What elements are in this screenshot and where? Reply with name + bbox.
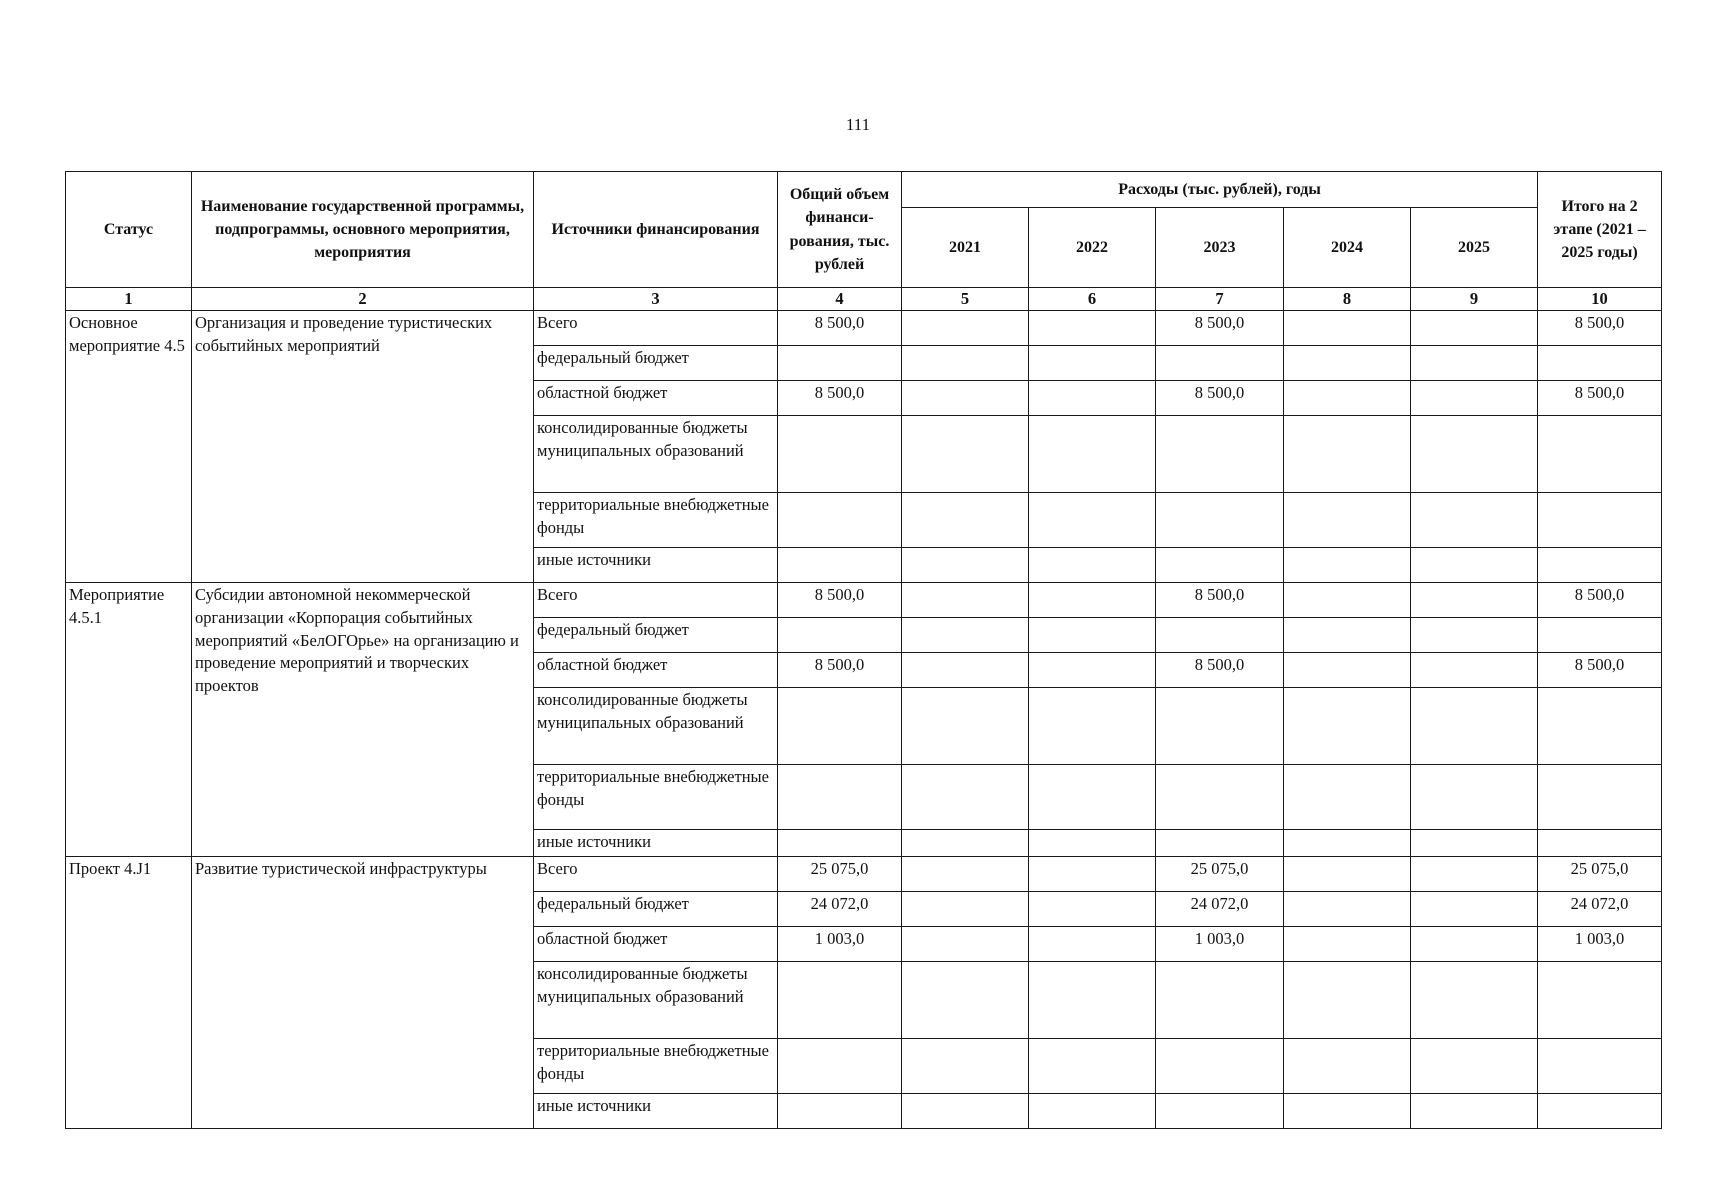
source-cell: консолидированные бюджеты муниципальных образований	[534, 416, 778, 493]
header-expenses: Расходы (тыс. рублей), годы	[902, 172, 1538, 208]
year-cell	[1284, 548, 1411, 583]
year-cell	[902, 311, 1029, 346]
stage-total-cell	[1538, 346, 1662, 381]
total-cell: 24 072,0	[778, 892, 902, 927]
year-cell	[902, 892, 1029, 927]
year-cell	[1411, 688, 1538, 765]
year-cell	[1156, 1094, 1284, 1129]
year-cell	[1411, 830, 1538, 857]
source-cell: иные источники	[534, 830, 778, 857]
stage-total-cell	[1538, 765, 1662, 830]
column-number: 1	[66, 288, 192, 311]
year-cell	[1029, 311, 1156, 346]
year-cell	[1156, 493, 1284, 548]
total-cell	[778, 1094, 902, 1129]
source-cell: федеральный бюджет	[534, 892, 778, 927]
year-cell	[1029, 962, 1156, 1039]
source-cell: иные источники	[534, 548, 778, 583]
year-cell	[1029, 927, 1156, 962]
stage-total-cell: 8 500,0	[1538, 311, 1662, 346]
year-cell	[902, 416, 1029, 493]
year-cell	[1284, 857, 1411, 892]
year-cell	[1156, 765, 1284, 830]
total-cell	[778, 416, 902, 493]
year-cell	[902, 618, 1029, 653]
stage-total-cell	[1538, 416, 1662, 493]
source-cell: иные источники	[534, 1094, 778, 1129]
total-cell: 8 500,0	[778, 583, 902, 618]
year-cell	[1411, 892, 1538, 927]
column-number: 2	[192, 288, 534, 311]
year-cell	[1029, 416, 1156, 493]
total-cell: 25 075,0	[778, 857, 902, 892]
column-number: 3	[534, 288, 778, 311]
year-cell	[1156, 830, 1284, 857]
total-cell: 8 500,0	[778, 381, 902, 416]
source-cell: Всего	[534, 311, 778, 346]
year-cell	[1156, 346, 1284, 381]
year-cell	[1029, 892, 1156, 927]
year-cell	[1284, 416, 1411, 493]
stage-total-cell: 24 072,0	[1538, 892, 1662, 927]
year-cell	[902, 493, 1029, 548]
year-cell	[1411, 962, 1538, 1039]
year-cell	[1284, 1039, 1411, 1094]
year-cell	[1411, 381, 1538, 416]
year-cell	[1029, 618, 1156, 653]
header-sources: Источники финансирования	[534, 172, 778, 288]
year-cell	[902, 765, 1029, 830]
year-cell	[1411, 857, 1538, 892]
year-cell	[1284, 583, 1411, 618]
source-cell: Всего	[534, 857, 778, 892]
year-cell	[1284, 346, 1411, 381]
total-cell: 8 500,0	[778, 653, 902, 688]
header-name: Наименование государственной программы, подпрограммы, основного мероприятия, мероприятия	[192, 172, 534, 288]
header-stage-total: Итого на 2 этапе (2021 – 2025 годы)	[1538, 172, 1662, 288]
year-cell	[1029, 1094, 1156, 1129]
total-cell	[778, 830, 902, 857]
table-row	[66, 857, 1662, 892]
column-number: 4	[778, 288, 902, 311]
year-cell	[902, 583, 1029, 618]
stage-total-cell: 25 075,0	[1538, 857, 1662, 892]
year-cell: 8 500,0	[1156, 381, 1284, 416]
total-cell	[778, 493, 902, 548]
year-cell	[1411, 765, 1538, 830]
year-cell	[1029, 1039, 1156, 1094]
year-cell	[1411, 311, 1538, 346]
header-status: Статус	[66, 172, 192, 288]
column-number: 10	[1538, 288, 1662, 311]
source-cell: консолидированные бюджеты муниципальных образований	[534, 688, 778, 765]
stage-total-cell	[1538, 688, 1662, 765]
status-cell: Основное мероприятие 4.5	[66, 311, 192, 583]
source-cell: федеральный бюджет	[534, 618, 778, 653]
total-cell: 1 003,0	[778, 927, 902, 962]
name-cell: Субсидии автономной некоммерческой организации «Корпорация событийных мероприятий «БелОГОрье» на организацию и проведение мероприятий и творческих проектов	[192, 583, 534, 857]
year-cell	[1411, 493, 1538, 548]
page-number: 111	[845, 115, 871, 134]
year-cell: 1 003,0	[1156, 927, 1284, 962]
total-cell	[778, 618, 902, 653]
table-header	[66, 172, 1662, 311]
header-year: 2025	[1411, 208, 1538, 288]
header-year: 2024	[1284, 208, 1411, 288]
year-cell	[1411, 618, 1538, 653]
year-cell	[1029, 653, 1156, 688]
table-row	[66, 583, 1662, 618]
source-cell: областной бюджет	[534, 381, 778, 416]
year-cell: 8 500,0	[1156, 653, 1284, 688]
year-cell	[902, 548, 1029, 583]
year-cell	[1156, 962, 1284, 1039]
total-cell	[778, 548, 902, 583]
year-cell	[1411, 416, 1538, 493]
budget-table	[65, 171, 1662, 1129]
source-cell: территориальные внебюджетные фонды	[534, 1039, 778, 1094]
total-cell	[778, 962, 902, 1039]
year-cell	[1029, 688, 1156, 765]
year-cell	[1284, 618, 1411, 653]
stage-total-cell	[1538, 548, 1662, 583]
year-cell	[1029, 583, 1156, 618]
year-cell	[1284, 653, 1411, 688]
column-number: 9	[1411, 288, 1538, 311]
total-cell	[778, 765, 902, 830]
year-cell	[902, 1094, 1029, 1129]
year-cell: 8 500,0	[1156, 311, 1284, 346]
year-cell	[1284, 688, 1411, 765]
source-cell: федеральный бюджет	[534, 346, 778, 381]
year-cell	[902, 962, 1029, 1039]
year-cell	[1029, 346, 1156, 381]
stage-total-cell	[1538, 1039, 1662, 1094]
status-cell: Проект 4.J1	[66, 857, 192, 1129]
year-cell	[1029, 830, 1156, 857]
year-cell	[1156, 1039, 1284, 1094]
year-cell	[1411, 346, 1538, 381]
stage-total-cell	[1538, 830, 1662, 857]
column-number: 7	[1156, 288, 1284, 311]
year-cell	[1411, 583, 1538, 618]
year-cell	[1029, 765, 1156, 830]
stage-total-cell	[1538, 493, 1662, 548]
year-cell	[1411, 927, 1538, 962]
year-cell: 25 075,0	[1156, 857, 1284, 892]
year-cell	[1029, 857, 1156, 892]
year-cell	[1411, 1039, 1538, 1094]
source-cell: консолидированные бюджеты муниципальных образований	[534, 962, 778, 1039]
source-cell: территориальные внебюджетные фонды	[534, 765, 778, 830]
source-cell: областной бюджет	[534, 653, 778, 688]
year-cell	[1284, 962, 1411, 1039]
column-number: 8	[1284, 288, 1411, 311]
year-cell	[1411, 653, 1538, 688]
year-cell	[1284, 493, 1411, 548]
stage-total-cell: 1 003,0	[1538, 927, 1662, 962]
total-cell	[778, 346, 902, 381]
year-cell	[1156, 548, 1284, 583]
column-number: 6	[1029, 288, 1156, 311]
year-cell	[1156, 618, 1284, 653]
stage-total-cell	[1538, 618, 1662, 653]
year-cell	[1284, 1094, 1411, 1129]
year-cell	[1284, 892, 1411, 927]
year-cell	[1029, 493, 1156, 548]
header-year: 2022	[1029, 208, 1156, 288]
year-cell	[1156, 416, 1284, 493]
total-cell	[778, 1039, 902, 1094]
year-cell	[902, 346, 1029, 381]
year-cell	[1284, 381, 1411, 416]
stage-total-cell: 8 500,0	[1538, 381, 1662, 416]
source-cell: Всего	[534, 583, 778, 618]
header-year: 2023	[1156, 208, 1284, 288]
name-cell: Развитие туристической инфраструктуры	[192, 857, 534, 1129]
stage-total-cell: 8 500,0	[1538, 653, 1662, 688]
year-cell	[902, 653, 1029, 688]
source-cell: территориальные внебюджетные фонды	[534, 493, 778, 548]
year-cell	[902, 381, 1029, 416]
total-cell: 8 500,0	[778, 311, 902, 346]
year-cell	[902, 857, 1029, 892]
year-cell	[1411, 1094, 1538, 1129]
stage-total-cell	[1538, 962, 1662, 1039]
year-cell	[1284, 311, 1411, 346]
year-cell: 24 072,0	[1156, 892, 1284, 927]
year-cell	[1284, 765, 1411, 830]
year-cell: 8 500,0	[1156, 583, 1284, 618]
year-cell	[1284, 830, 1411, 857]
year-cell	[1029, 381, 1156, 416]
total-cell	[778, 688, 902, 765]
year-cell	[1156, 688, 1284, 765]
year-cell	[902, 1039, 1029, 1094]
source-cell: областной бюджет	[534, 927, 778, 962]
table-row	[66, 311, 1662, 346]
stage-total-cell: 8 500,0	[1538, 583, 1662, 618]
year-cell	[902, 830, 1029, 857]
stage-total-cell	[1538, 1094, 1662, 1129]
year-cell	[902, 688, 1029, 765]
status-cell: Мероприятие 4.5.1	[66, 583, 192, 857]
year-cell	[1411, 548, 1538, 583]
year-cell	[1284, 927, 1411, 962]
column-number-row	[66, 288, 1662, 311]
year-cell	[1029, 548, 1156, 583]
header-total-volume: Общий объем финанси-рования, тыс. рублей	[778, 172, 902, 288]
year-cell	[902, 927, 1029, 962]
name-cell: Организация и проведение туристических событийных мероприятий	[192, 311, 534, 583]
column-number: 5	[902, 288, 1029, 311]
header-year: 2021	[902, 208, 1029, 288]
